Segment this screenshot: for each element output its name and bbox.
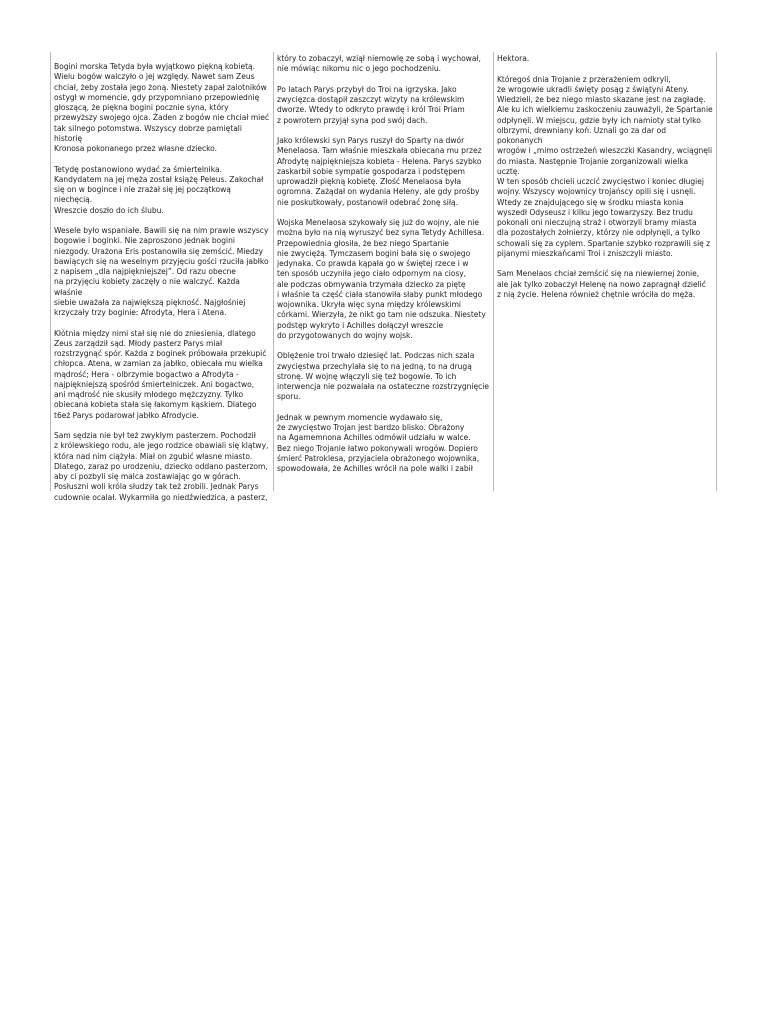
paragraph: Wojska Menelaosa szykowały się już do wojny, ale nie można było na nią wyruszyć bez syna Tetydy Achillesa. Przepowiednia głosiła, że bez niego Spartanie nie zwyciężą. Tymczasem bogini bała się o swojego jedynaka. Co prawda kąpała go w świętej rzece i w ten sposób uczyniła jego ciało odpornym na ciosy, ale podczas obmywania trzymała dziecko za piętę i właśnie ta część ciała stanowiła słaby punkt młodego wojownika. Ukryła więc syna między królewskimi córkami. Wierzyła, że nikt go tam nie odszuka. Niestety podstęp wykryto i Achilles dołączył wreszcie do przygotowanych do wojny wojsk. bbox=[277, 218, 486, 340]
paragraph: Oblężenie troi trwało dziesięć lat. Podczas nich szala zwycięstwa przechylała się to na jedną, to na drugą stronę. W wojnę włączyli się też bogowie. To ich interwencja nie pozwalała na ostateczne rozstrzygnięcie sporu. bbox=[277, 351, 489, 402]
paragraph: Któregoś dnia Trojanie z przerażeniem odkryli, że wrogowie ukradli święty posąg z świątyni Ateny. Wiedzieli, że bez niego miasto skazane jest na zagładę. Ale ku ich wielkiemu zaskoczeniu zauważyli, że Spartanie odpłynęli. W miejscu, gdzie były ich namioty stał tylko olbrzymi, drewniany koń. Uznali go za dar od pokonanych wrogów i „mimo ostrzeżeń wieszczki Kasandry, wciągnęli do miasta. Następnie Trojanie zorganizowali wielka ucztę. W ten sposób chcieli uczcić zwycięstwo i koniec długiej wojny. Wszyscy wojownicy trojańscy opili się i usnęli. Wtedy ze znajdującego się w środku miasta konia wyszedł Odyseusz i kilku jego towarzyszy. Bez trudu pokonali oni nieczujną straż i otworzyli bramy miasta dla pozostałych żołnierzy, którzy nie odpłynęli, a tylko schowali się za cyplem. Spartanie szybko rozprawili się z pijanymi mieszkańcami Troi i zniszczyli miasto. bbox=[497, 74, 713, 258]
text-column-3 bbox=[493, 54, 717, 310]
text-column-2 bbox=[273, 54, 494, 485]
paragraph: który to zobaczył, wziął niemowlę ze sobą i wychował, nie mówiąc nikomu nic o jego pochodzeniu. bbox=[277, 54, 481, 74]
paragraph: Bogini morska Tetyda była wyjątkowo piękną kobietą. Wielu bogów walczyło o jej względy. Nawet sam Zeus chciał, żeby została jego żoną. Niestety zapał zalotników ostygł w momencie, gdy przypomniano przepowiednię głoszącą, że piękna bogini pocznie syna, który przewyższy swojego ojca. Żaden z bogów nie chciał mieć tak silnego potomstwa. Wszyscy dobrze pamiętali historię Kronosa pokonanego przez własne dziecko. bbox=[54, 62, 269, 153]
paragraph: Kłótnia między nimi stał się nie do zniesienia, dlatego Zeus zarządził sąd. Młody pasterz Parys miał rozstrzygnąć spór. Każda z boginek próbowała przekupić chłopca. Atena, w zamian za jabłko, obiecała mu wielka mądrość; Hera - olbrzymie bogactwo a Afrodyta - najpiękniejszą spośród śmiertelniczek. Ani bogactwo, ani mądrość nie skusiły młodego mężczyzny. Tylko obiecana kobieta stała się łakomym kąskiem. Dlatego t6eż Parys podarował jabłko Afrodycie. bbox=[54, 328, 267, 420]
paragraph: Po latach Parys przybył do Troi na igrzyska. Jako zwycięzca dostąpił zaszczyt wizyty na królewskim dworze. Wtedy to odkryto prawdę i król Troi Priam z powrotem przyjął syna pod swój dach. bbox=[277, 84, 465, 125]
paragraph: Sam Menelaos chciał zemścić się na niewiernej żonie, ale jak tylko zobaczył Helenę na nowo zapragnął dzielić z nią życie. Helena również chętnie wróciła do męża. bbox=[497, 269, 706, 299]
paragraph: Sam sędzia nie był też zwykłym pasterzem. Pochodził z królewskiego rodu, ale jego rodzice obawiali się klątwy, która nad nim ciążyła. Miał on zgubić własne miasto. Dlatego, zaraz po urodzeniu, dziecko oddano pasterzom, aby ci pozbyli się malca zostawiając go w górach. Posłuszni woli króla słudzy tak też zrobili. Jednak Parys cudownie ocalał. Wykarmiła go niedźwiedzica, a pasterz, bbox=[54, 431, 269, 502]
paragraph: Wesele było wspaniałe. Bawili się na nim prawie wszyscy bogowie i boginki. Nie zaproszono jednak bogini niezgody. Urażona Eris postanowiła się zemścić. Miedzy bawiących się na weselnym przyjęciu gości rzuciła jabłko z napisem „dla najpiękniejszej”. Od razu obecne na przyjęciu kobiety zaczęły o nie walczyć. Każda właśnie siebie uważała za największą piękność. Najgłośniej krzyczały trzy boginie: Afrodyta, Hera i Atena. bbox=[54, 226, 269, 317]
text-column-1 bbox=[50, 62, 274, 513]
paragraph: Jednak w pewnym momencie wydawało się, że zwycięstwo Trojan jest bardzo blisko. Obrażony na Agamemnona Achilles odmówił udziału w walce. Bez niego Trojanie łatwo pokonywali wrogów. Dopiero śmierć Patroklesa, przyjaciela obrażonego wojownika, spowodowała, że Achilles wrócił na pole walki i zabił bbox=[277, 412, 480, 473]
paragraph: Hektora. bbox=[497, 54, 530, 63]
paragraph: Tetydę postanowiono wydać za śmiertelnika. Kandydatem na jej męża został książę Peleus. Zakochał się on w bogince i nie zrażał się jej początkową niechęcią. Wreszcie doszło do ich ślubu. bbox=[54, 164, 264, 215]
paragraph: Jako królewski syn Parys ruszył do Sparty na dwór Menelaosa. Tam właśnie mieszkała obiecana mu przez Afrodytę najpiękniejsza kobieta - Helena. Parys szybko zaskarbił sobie sympatie gospodarza i podstępem uprowadził piękną kobietę. Złość Menelaosa była ogromna. Zażądał on wydania Heleny, ale gdy prośby nie poskutkowały, postanowił odebrać żonę siłą. bbox=[277, 136, 482, 207]
